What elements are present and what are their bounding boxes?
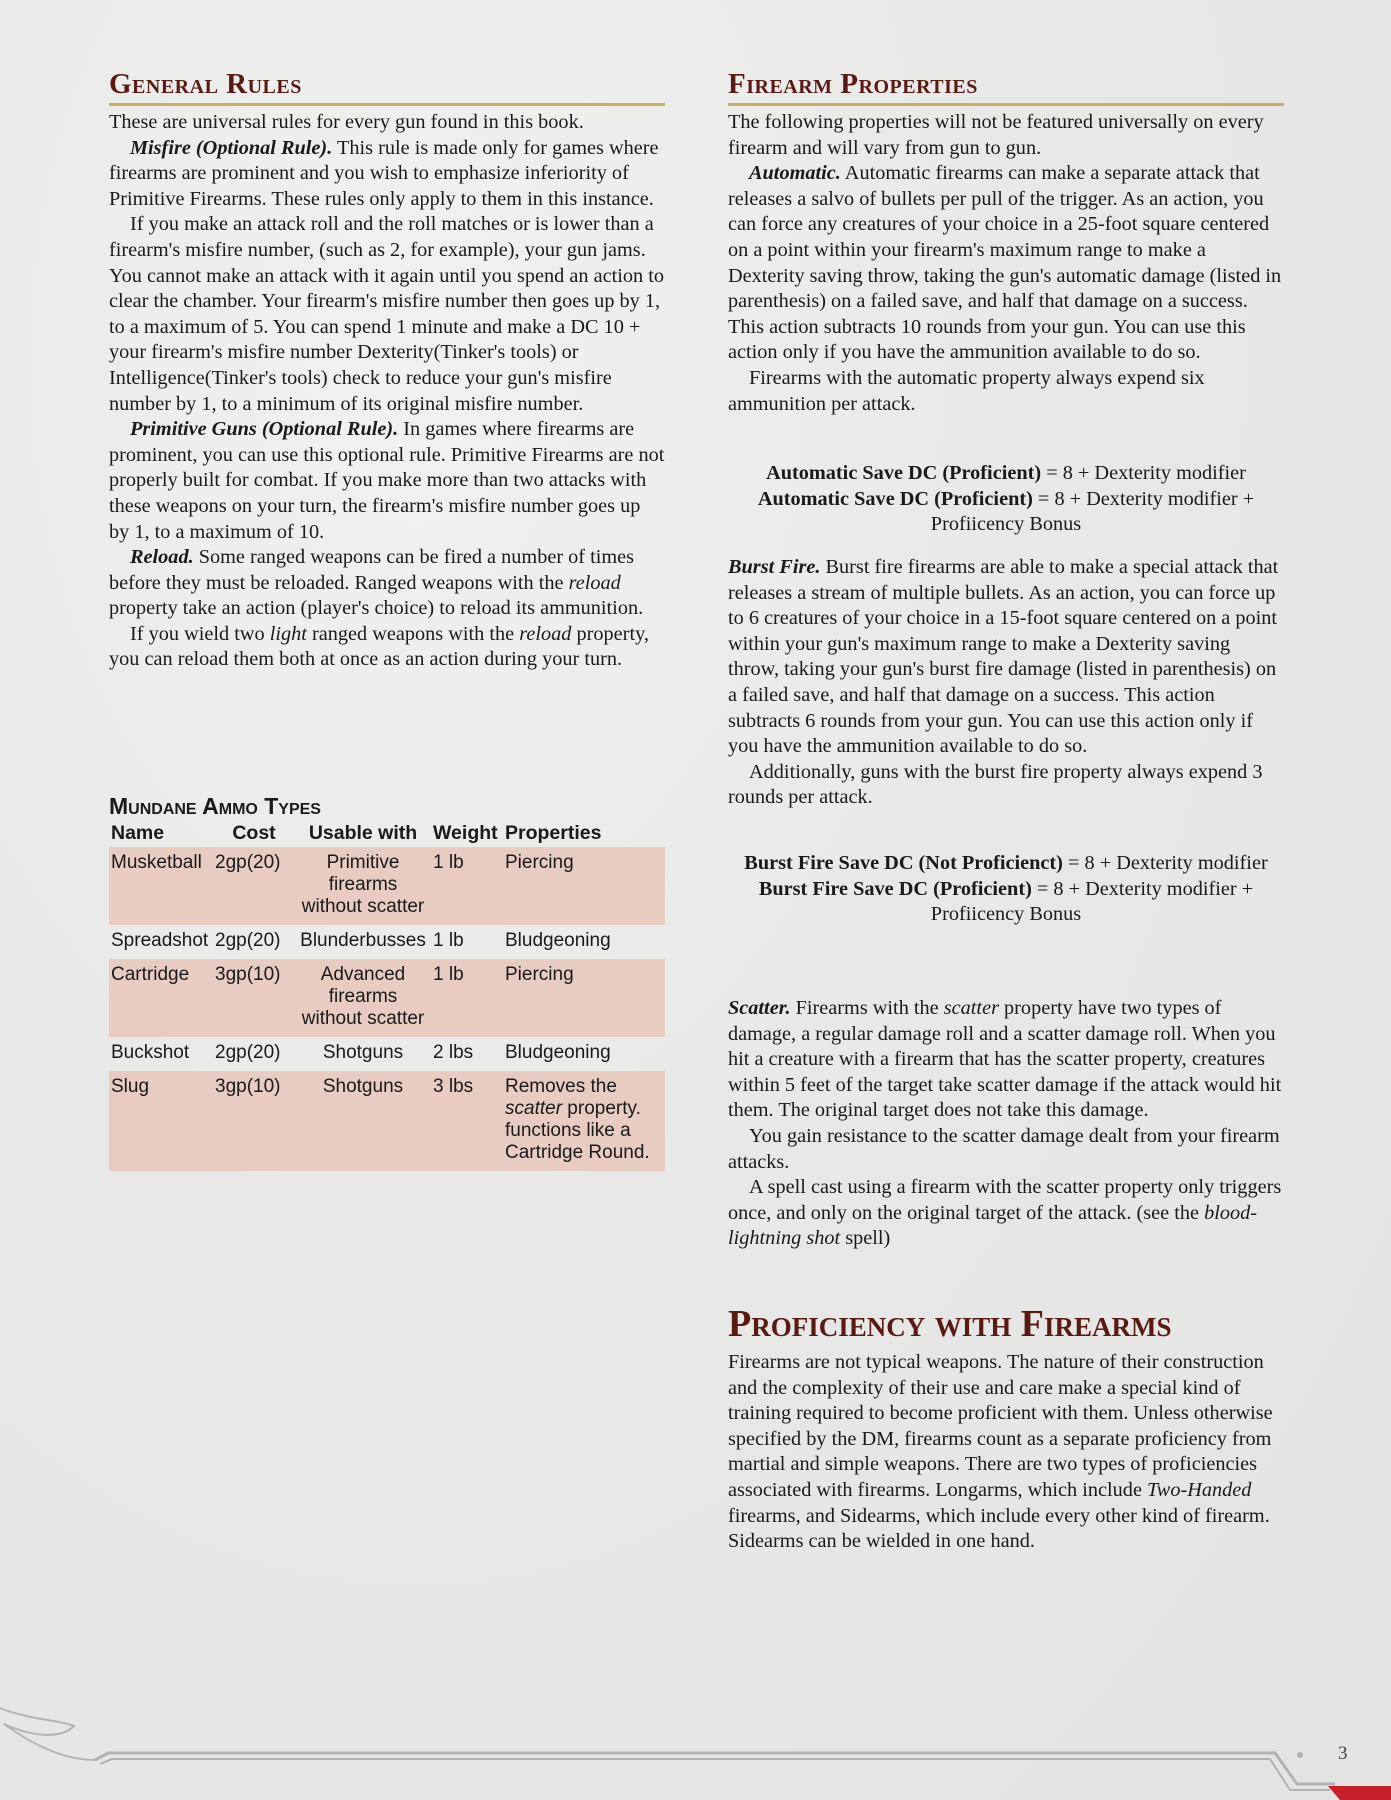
save-dc-label: Burst Fire Save DC (Not Proficienct) bbox=[744, 852, 1063, 874]
emphasis-text: reload bbox=[519, 622, 572, 645]
table-row bbox=[109, 1071, 665, 1171]
paragraph bbox=[109, 136, 665, 213]
footer-rule bbox=[95, 1753, 1335, 1784]
paragraph-text: Bludgeoning bbox=[505, 930, 611, 951]
ammo-name: Musketball bbox=[109, 847, 213, 925]
ammo-usable-with: Shotguns bbox=[322, 1042, 404, 1063]
corner-tab bbox=[1328, 1786, 1391, 1800]
page-number: 3 bbox=[1338, 1743, 1348, 1764]
emphasis-text: Two-Handed bbox=[1147, 1478, 1252, 1501]
paragraph-text: Additionally, guns with the burst fire property always expend 3 rounds per attack. bbox=[728, 760, 1263, 809]
ammo-name: Slug bbox=[109, 1071, 213, 1171]
paragraph-text: Automatic firearms can make a separate attack that releases a salvo of bullets per pull of the trigger. As an action, you can force any creatures of your choice in a 25-foot square centered on a point within your firearm's maximum range to make a Dexterity saving throw, taking the gun's automatic damage (listed in parenthesis) on a failed save, and half that damage on a success. This action subtracts 10 rounds from your gun. You can use this action only if you have the ammunition available to do so. bbox=[728, 162, 1282, 364]
paragraph-text: Some ranged weapons can be fired a number of times before they must be reloaded. Ranged weapons with the bbox=[109, 546, 635, 594]
burst-fire-save-dc bbox=[728, 851, 1284, 928]
footer-dot bbox=[1297, 1752, 1303, 1758]
paragraph bbox=[109, 417, 665, 545]
paragraph-text: Piercing bbox=[505, 852, 574, 873]
table-row bbox=[109, 959, 665, 1037]
section-heading: Firearm Properties bbox=[728, 68, 1284, 106]
save-dc-value: = 8 + Dexterity modifier + Profiicency Bonus bbox=[930, 487, 1255, 536]
ammo-usable-with: Primitive firearms without scatter bbox=[295, 847, 431, 925]
paragraph bbox=[109, 212, 665, 417]
chapter-heading: Proficiency with Firearms bbox=[728, 1303, 1172, 1345]
paragraph-text: Firearms with the automatic property always expend six ammunition per attack. bbox=[728, 366, 1205, 415]
paragraph-text: If you wield two bbox=[130, 622, 270, 645]
paragraph bbox=[728, 1350, 1284, 1555]
ammo-usable-with: Shotguns bbox=[295, 1071, 431, 1171]
save-dc-formula bbox=[728, 487, 1284, 538]
paragraph bbox=[109, 622, 665, 673]
ammo-weight: 2 lbs bbox=[433, 1042, 474, 1063]
paragraph-lead: Primitive Guns (Optional Rule). bbox=[130, 418, 399, 441]
paragraph-text: Piercing bbox=[505, 964, 574, 985]
save-dc-value: = 8 + Dexterity modifier bbox=[1041, 462, 1246, 484]
ammo-table bbox=[109, 820, 665, 1171]
paragraph-text: Burst fire firearms are able to make a special attack that releases a stream of multiple bullets. As an action, you can force up to 6 creatures of your choice in a 15-foot square centered on a point within your gun's maximum range to make a Dexterity saving throw, taking your gun's burst fire damage (listed in parenthesis) on a failed save, and half that damage on a success. This action subtracts 6 rounds from your gun. You can use this action only if you have the ammunition available to do so. bbox=[728, 556, 1279, 758]
ammo-weight: 1 lb bbox=[431, 959, 503, 1037]
ammo-cost: 2gp(20) bbox=[215, 1042, 281, 1063]
table-title: Mundane Ammo Types bbox=[109, 793, 321, 819]
scatter-section bbox=[728, 996, 1284, 1252]
automatic-save-dc bbox=[728, 461, 1284, 538]
burst-fire-section bbox=[728, 555, 1284, 811]
firearm-properties-section bbox=[728, 68, 1284, 417]
col-cost: Cost bbox=[232, 822, 276, 844]
paragraph bbox=[109, 545, 665, 622]
paragraph-text: This rule is made only for games where firearms are prominent and you wish to emphasize inferiority of Primitive Firearms. These rules only apply to them in this instance. bbox=[109, 136, 659, 210]
paragraph-text: Firearms are not typical weapons. The nature of their construction and the complexity of their use and care make a special kind of training required to become proficient with them. Unless otherwise specified by the DM, firearms count as a separate proficiency from martial and simple weapons. There are two types of proficiencies associated with firearms. Longarms, which include bbox=[728, 1351, 1273, 1501]
ammo-weight: 1 lb bbox=[433, 930, 464, 951]
ammo-name: Spreadshot bbox=[111, 930, 209, 951]
paragraph-text: A spell cast using a firearm with the scatter property only triggers once, and only on the original target of the attack. (see the bbox=[728, 1176, 1282, 1224]
save-dc-label: Automatic Save DC (Proficient) bbox=[766, 462, 1042, 484]
save-dc-label: Automatic Save DC (Proficient) bbox=[757, 487, 1033, 510]
footer-ornament bbox=[0, 1680, 1391, 1800]
paragraph-lead: Scatter. bbox=[728, 997, 791, 1019]
general-rules-section bbox=[109, 68, 665, 673]
ammo-cost: 3gp(10) bbox=[213, 1071, 295, 1171]
ammo-weight: 1 lb bbox=[431, 847, 503, 925]
section-heading: General Rules bbox=[109, 68, 665, 106]
table-header-row bbox=[109, 820, 665, 847]
col-properties: Properties bbox=[505, 822, 602, 844]
ammo-name: Cartridge bbox=[109, 959, 213, 1037]
emphasis-text: light bbox=[269, 622, 307, 645]
paragraph bbox=[728, 996, 1284, 1124]
paragraph-text: property, you can reload them both at once as an action during your turn. bbox=[109, 622, 649, 671]
ammo-table-section bbox=[109, 792, 665, 1171]
paragraph-text: If you make an attack roll and the roll matches or is lower than a firearm's misfire number, (such as 2, for example), your gun jams. You cannot make an attack with it again until you spend an action to clear the chamber. Your firearm's misfire number then goes up by 1, to a maximum of 5. You can spend 1 minute and make a DC 10 + your firearm's misfire number Dexterity(Tinker's tools) or Intelligence(Tinker's tools) check to reduce your gun's misfire number by 1, to a minimum of its original misfire number. bbox=[109, 213, 664, 415]
col-weight: Weight bbox=[433, 822, 498, 844]
col-name: Name bbox=[111, 822, 165, 844]
paragraph-text: property. functions like a Cartridge Round. bbox=[505, 1098, 650, 1163]
save-dc-formula bbox=[728, 461, 1284, 487]
firearm-properties-intro bbox=[728, 110, 1284, 417]
emphasis-text: scatter bbox=[505, 1098, 563, 1119]
paragraph-lead: Burst Fire. bbox=[728, 556, 821, 578]
paragraph-lead: Automatic. bbox=[749, 162, 841, 185]
ammo-properties bbox=[503, 1071, 665, 1171]
paragraph-lead: Reload. bbox=[130, 546, 194, 569]
ammo-properties bbox=[503, 925, 665, 959]
emphasis-text: reload bbox=[568, 571, 621, 594]
paragraph-text: These are universal rules for every gun found in this book. bbox=[109, 111, 584, 133]
proficiency-body bbox=[728, 1350, 1284, 1555]
paragraph-text: firearms, and Sidearms, which include every other kind of firearm. Sidearms can be wielded in one hand. bbox=[728, 1504, 1270, 1553]
ammo-cost: 3gp(10) bbox=[213, 959, 295, 1037]
leaf-ornament-icon bbox=[0, 1708, 74, 1735]
paragraph bbox=[728, 366, 1284, 417]
ammo-cost: 2gp(20) bbox=[215, 930, 281, 951]
proficiency-section bbox=[728, 1302, 1284, 1555]
save-dc-value: = 8 + Dexterity modifier + Profiicency Bonus bbox=[930, 877, 1254, 926]
paragraph-text: property have two types of damage, a regular damage roll and a scatter damage roll. When you hit a creature with a firearm that has the scatter property, creatures within 5 feet of the target take scatter damage if the attack would hit them. The original target does not take this damage. bbox=[728, 997, 1282, 1122]
ammo-name: Buckshot bbox=[111, 1042, 190, 1063]
paragraph bbox=[109, 110, 665, 136]
ammo-usable-with: Advanced firearms without scatter bbox=[295, 959, 431, 1037]
paragraph-text: spell) bbox=[840, 1227, 891, 1250]
ammo-usable-with: Blunderbusses bbox=[300, 930, 426, 951]
paragraph-text: Removes the bbox=[505, 1076, 617, 1097]
save-dc-value: = 8 + Dexterity modifier bbox=[1062, 852, 1268, 874]
paragraph-text: In games where firearms are prominent, you can use this optional rule. Primitive Firearms are not properly built for combat. If you make more than two attacks with these weapons on your turn, the firearm's misfire number goes up by 1, to a maximum of 10. bbox=[109, 418, 665, 543]
paragraph bbox=[728, 110, 1284, 161]
paragraph bbox=[728, 555, 1284, 760]
paragraph-text: Firearms with the bbox=[790, 997, 944, 1019]
paragraph bbox=[728, 161, 1284, 366]
ammo-cost: 2gp(20) bbox=[213, 847, 295, 925]
save-dc-formula bbox=[728, 851, 1284, 877]
paragraph bbox=[728, 760, 1284, 811]
paragraph-text: ranged weapons with the bbox=[306, 622, 520, 645]
save-dc-label: Burst Fire Save DC (Proficient) bbox=[758, 877, 1032, 900]
emphasis-text: scatter bbox=[943, 997, 999, 1019]
paragraph-text: The following properties will not be featured universally on every firearm and will vary from gun to gun. bbox=[728, 111, 1264, 159]
footer-rule bbox=[100, 1759, 1330, 1790]
paragraph bbox=[728, 1175, 1284, 1252]
table-row bbox=[109, 1037, 665, 1071]
paragraph-text: You gain resistance to the scatter damage dealt from your firearm attacks. bbox=[728, 1124, 1280, 1173]
general-rules-body bbox=[109, 110, 665, 673]
ammo-properties bbox=[503, 1037, 665, 1071]
paragraph-lead: Misfire (Optional Rule). bbox=[130, 136, 333, 159]
ammo-weight: 3 lbs bbox=[431, 1071, 503, 1171]
ammo-properties bbox=[503, 959, 665, 1037]
emphasis-text: blood-lightning shot bbox=[728, 1201, 1258, 1250]
paragraph-text: Bludgeoning bbox=[505, 1042, 611, 1063]
paragraph bbox=[728, 1124, 1284, 1175]
table-row bbox=[109, 847, 665, 925]
save-dc-formula bbox=[728, 877, 1284, 928]
col-usable: Usable with bbox=[308, 822, 418, 844]
ammo-properties bbox=[503, 847, 665, 925]
paragraph-text: property take an action (player's choice) to reload its ammunition. bbox=[109, 597, 644, 620]
table-row bbox=[109, 925, 665, 959]
